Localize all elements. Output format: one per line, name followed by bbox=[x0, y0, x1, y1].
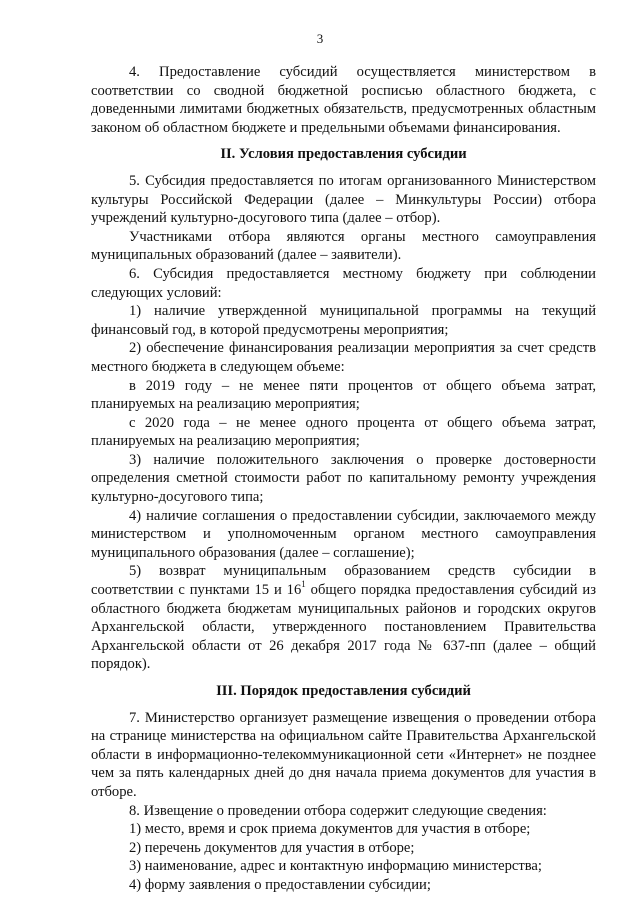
condition-4: 4) наличие соглашения о предоставлении субсидии, заключаемого между министерством и уполномоченным органом местного самоуправления муниципального образования (далее – соглашение); bbox=[91, 507, 596, 561]
notice-item-3: 3) наименование, адрес и контактную информацию министерства; bbox=[129, 858, 542, 875]
paragraph-participants: Участниками отбора являются органы местного самоуправления муниципальных образований (далее – заявители). bbox=[91, 228, 596, 264]
paragraph-6: 6. Субсидия предоставляется местному бюджету при соблюдении следующих условий: bbox=[91, 265, 596, 301]
condition-3: 3) наличие положительного заключения о проверке достоверности определения сметной стоимости работ по капитальному ремонту учреждения культурно-досугового типа; bbox=[91, 451, 596, 506]
condition-2-year-2020: с 2020 года – не менее одного процента от общего объема затрат, планируемых на реализацию мероприятия; bbox=[91, 414, 596, 450]
paragraph-4: 4. Предоставление субсидий осуществляется министерством в соответствии со сводной бюджетной росписью областного бюджета, с доведенными лимитами бюджетных обязательств, предусмотренных областным законом об областном бюджете и предельными объемами финансирования. bbox=[91, 64, 596, 136]
condition-1: 1) наличие утвержденной муниципальной программы на текущий финансовый год, в которой предусмотрены мероприятия; bbox=[91, 303, 596, 338]
condition-2-year-2019: в 2019 году – не менее пяти процентов от общего объема затрат, планируемых на реализацию мероприятия; bbox=[91, 377, 596, 413]
notice-item-4: 4) форму заявления о предоставлении субсидии; bbox=[129, 876, 431, 893]
notice-item-2: 2) перечень документов для участия в отборе; bbox=[129, 839, 415, 856]
section-3-heading: III. Порядок предоставления субсидий bbox=[216, 683, 471, 699]
condition-5-text-start: 5) возврат муниципальным образованием средств субсидии в соответствии с пунктами 15 и 16 bbox=[91, 563, 596, 599]
condition-5-text-end: общего порядка предоставления субсидий из областного бюджета бюджетам муниципальных районов и городских округов Архангельской области, утвержденного постановлением Правительства Архангельской области от 26 декабря 2017 года № 637-пп (далее – общий порядок). bbox=[91, 582, 596, 673]
paragraph-8: 8. Извещение о проведении отбора содержит следующие сведения: bbox=[129, 802, 547, 819]
condition-2: 2) обеспечение финансирования реализации мероприятия за счет средств местного бюджета в следующем объеме: bbox=[91, 340, 596, 375]
paragraph-7: 7. Министерство организует размещение извещения о проведении отбора на странице министерства на официальном сайте Правительства Архангельской области в информационно-телекоммуникационной сети «Интернет» не позднее чем за пять календарных дней до дня начала приема документов для участия в отборе. bbox=[91, 709, 596, 800]
paragraph-5: 5. Субсидия предоставляется по итогам организованного Министерством культуры Российской Федерации (далее – Минкультуры России) отбора учреждений культурно-досугового типа (далее – отбор). bbox=[91, 172, 596, 227]
document-body bbox=[91, 63, 596, 895]
notice-item-1: 1) место, время и срок приема документов для участия в отборе; bbox=[129, 821, 531, 838]
condition-5 bbox=[91, 562, 596, 674]
page-number: 3 bbox=[316, 31, 324, 46]
condition-5-superscript: 1 bbox=[301, 579, 306, 590]
section-2-heading: II. Условия предоставления субсидии bbox=[220, 146, 467, 163]
